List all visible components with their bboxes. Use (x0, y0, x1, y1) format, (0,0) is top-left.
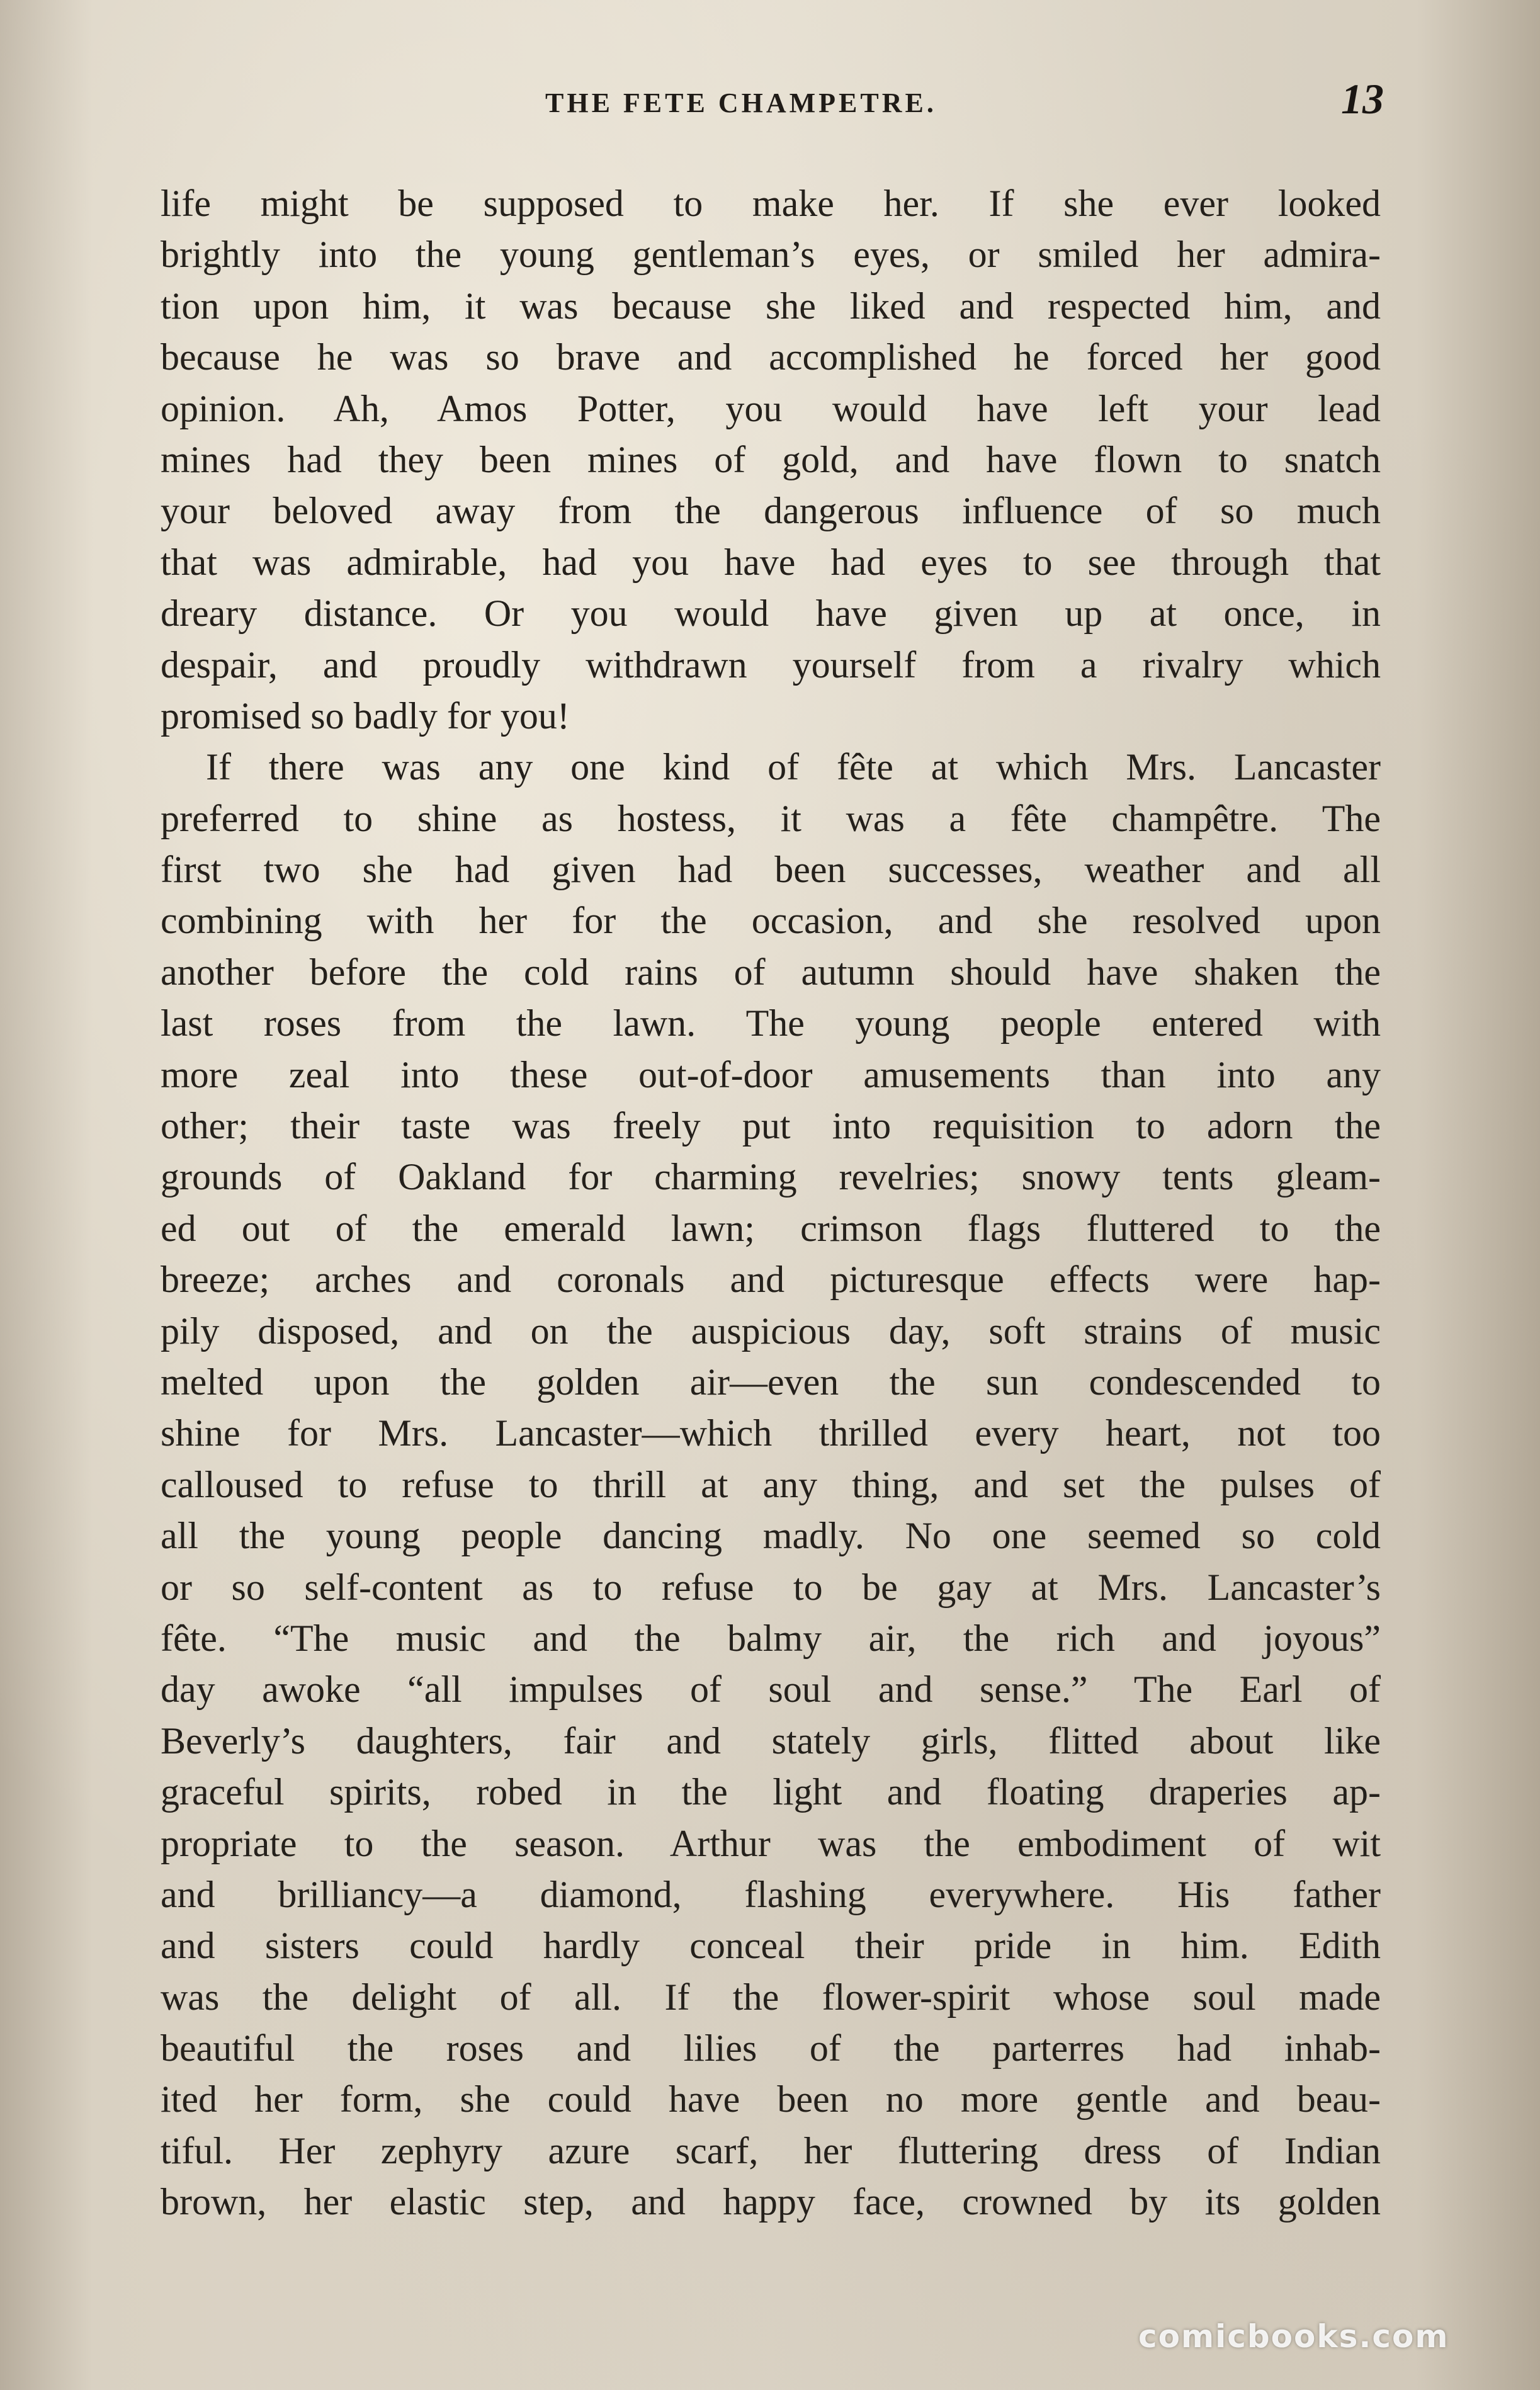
text-line: tion upon him, it was because she liked and respected him, and (161, 285, 1381, 327)
text-line: shine for Mrs. Lancaster—which thrilled every heart, not too (161, 1412, 1381, 1454)
text-line: that was admirable, had you have had eyes to see through that (161, 541, 1381, 583)
text-line: or so self-content as to refuse to be gay at Mrs. Lancaster’s (161, 1566, 1381, 1608)
running-head: THE FETE CHAMPETRE. (545, 88, 937, 118)
text-line: ited her form, she could have been no more gentle and beau- (161, 2078, 1381, 2121)
paragraph-start-line: If there was any one kind of fête at which Mrs. Lancaster (206, 746, 1381, 788)
text-line: all the young people dancing madly. No one seemed so cold (161, 1515, 1381, 1557)
text-line: and sisters could hardly conceal their pride in him. Edith (161, 1925, 1381, 1967)
text-line: another before the cold rains of autumn should have shaken the (161, 951, 1381, 993)
text-line: fête. “The music and the balmy air, the rich and joyous” (161, 1617, 1381, 1659)
text-line: despair, and proudly withdrawn yourself from a rivalry which (161, 643, 1381, 686)
paragraph-end-line: promised so badly for you! (161, 694, 570, 737)
text-line: your beloved away from the dangerous influence of so much (161, 490, 1381, 532)
text-line: other; their taste was freely put into requisition to adorn the (161, 1105, 1381, 1147)
text-line: grounds of Oakland for charming revelries; snowy tents gleam- (161, 1156, 1381, 1198)
text-line: and brilliancy—a diamond, flashing everywhere. His father (161, 1873, 1381, 1915)
text-line: brown, her elastic step, and happy face, crowned by its golden (161, 2181, 1381, 2223)
text-line: tiful. Her zephyry azure scarf, her fluttering dress of Indian (161, 2129, 1381, 2172)
text-line: dreary distance. Or you would have given up at once, in (161, 592, 1381, 635)
page-number: 13 (1341, 75, 1384, 123)
text-line: calloused to refuse to thrill at any thing, and set the pulses of (161, 1463, 1381, 1505)
body-text (161, 178, 1381, 2228)
text-line: ed out of the emerald lawn; crimson flags fluttered to the (161, 1207, 1381, 1249)
text-line: combining with her for the occasion, and she resolved upon (161, 900, 1381, 942)
text-line: more zeal into these out-of-door amusements than into any (161, 1053, 1381, 1096)
text-line: brightly into the young gentleman’s eyes, or smiled her admira- (161, 234, 1381, 276)
text-line: first two she had given had been successes, weather and all (161, 849, 1381, 891)
text-line: was the delight of all. If the flower-spirit whose soul made (161, 1976, 1381, 2018)
text-line: melted upon the golden air—even the sun condescended to (161, 1361, 1381, 1403)
text-line: because he was so brave and accomplished he forced her good (161, 336, 1381, 378)
text-line: mines had they been mines of gold, and have flown to snatch (161, 438, 1381, 480)
text-line: life might be supposed to make her. If she ever looked (161, 183, 1381, 224)
text-line: preferred to shine as hostess, it was a fête champêtre. The (161, 797, 1381, 839)
text-line: beautiful the roses and lilies of the parterres had inhab- (161, 2027, 1381, 2070)
text-line: last roses from the lawn. The young people entered with (161, 1002, 1381, 1045)
text-line: day awoke “all impulses of soul and sense.” The Earl of (161, 1668, 1381, 1711)
text-line: Beverly’s daughters, fair and stately girls, flitted about like (161, 1719, 1381, 1762)
text-line: propriate to the season. Arthur was the embodiment of wit (161, 1822, 1381, 1864)
text-line: breeze; arches and coronals and picturesque effects were hap- (161, 1259, 1381, 1301)
text-line: pily disposed, and on the auspicious day, soft strains of music (161, 1310, 1381, 1352)
text-line: graceful spirits, robed in the light and floating draperies ap- (161, 1771, 1381, 1813)
text-line: opinion. Ah, Amos Potter, you would have left your lead (161, 387, 1381, 429)
site-watermark: comicbooks.com (1138, 2318, 1449, 2355)
